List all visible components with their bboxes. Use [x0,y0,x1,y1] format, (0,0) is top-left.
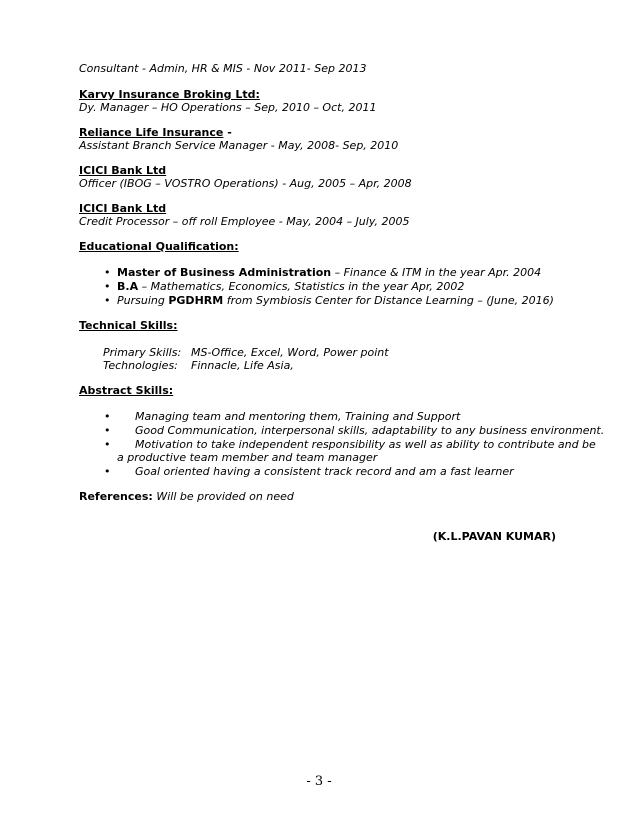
abstract-heading: Abstract Skills: [79,384,174,397]
experience-company-4 [79,164,166,178]
bullet-icon: • [104,410,111,423]
company-name: ICICI Bank Ltd [79,164,167,177]
experience-role-2: Dy. Manager – HO Operations – Sep, 2010 – Oct, 2011 [79,101,377,114]
experience-role-1: Consultant - Admin, HR & MIS - Nov 2011- Sep 2013 [79,62,367,75]
experience-role-4: Officer (IBOG – VOSTRO Operations) - Aug, 2005 – Apr, 2008 [79,177,412,190]
bullet-icon: • [104,438,111,451]
abstract-item-3: Motivation to take independent responsibility as well as ability to contribute and be [135,438,596,451]
abstract-item-4: Goal oriented having a consistent track record and am a fast learner [135,465,514,478]
abstract-item-1: Managing team and mentoring them, Training and Support [135,410,461,423]
company-name: Reliance Life Insurance [79,126,224,139]
company-name: ICICI Bank Ltd [79,202,167,215]
tech-value-primary: MS-Office, Excel, Word, Power point [191,346,389,359]
education-item-1: Master of Business Administration – Finance & ITM in the year Apr. 2004 [117,266,542,279]
bullet-icon: • [104,424,111,437]
bullet-icon: • [104,280,111,293]
experience-company-3 [79,126,232,140]
experience-role-3: Assistant Branch Service Manager - May, 2008- Sep, 2010 [79,139,399,152]
company-name: Karvy Insurance Broking Ltd: [79,88,260,101]
references-value: Will be provided on need [156,490,294,503]
technical-heading: Technical Skills: [79,319,178,332]
tech-label-technologies: Technologies: [103,359,178,372]
references-line [79,490,294,504]
experience-company-5 [79,202,166,216]
page-number: - 3 - [306,774,332,789]
experience-role-5: Credit Processor – off roll Employee - May, 2004 – July, 2005 [79,215,410,228]
abstract-item-3-continuation: a productive team member and team manager [117,451,378,464]
education-item-2: B.A – Mathematics, Economics, Statistics in the year Apr, 2002 [117,280,465,293]
education-heading: Educational Qualification: [79,240,239,253]
abstract-item-2: Good Communication, interpersonal skills, adaptability to any business environment. [135,424,605,437]
bullet-icon: • [104,266,111,279]
tech-label-primary: Primary Skills: [103,346,182,359]
signature-name: (K.L.PAVAN KUMAR) [432,530,556,543]
bullet-icon: • [104,465,111,478]
education-item-3: Pursuing PGDHRM from Symbiosis Center for Distance Learning – (June, 2016) [117,294,554,307]
bullet-icon: • [104,294,111,307]
references-label: References: [79,490,153,503]
tech-value-technologies: Finnacle, Life Asia, [191,359,294,372]
experience-company-2 [79,88,260,102]
company-suffix: - [223,126,232,139]
